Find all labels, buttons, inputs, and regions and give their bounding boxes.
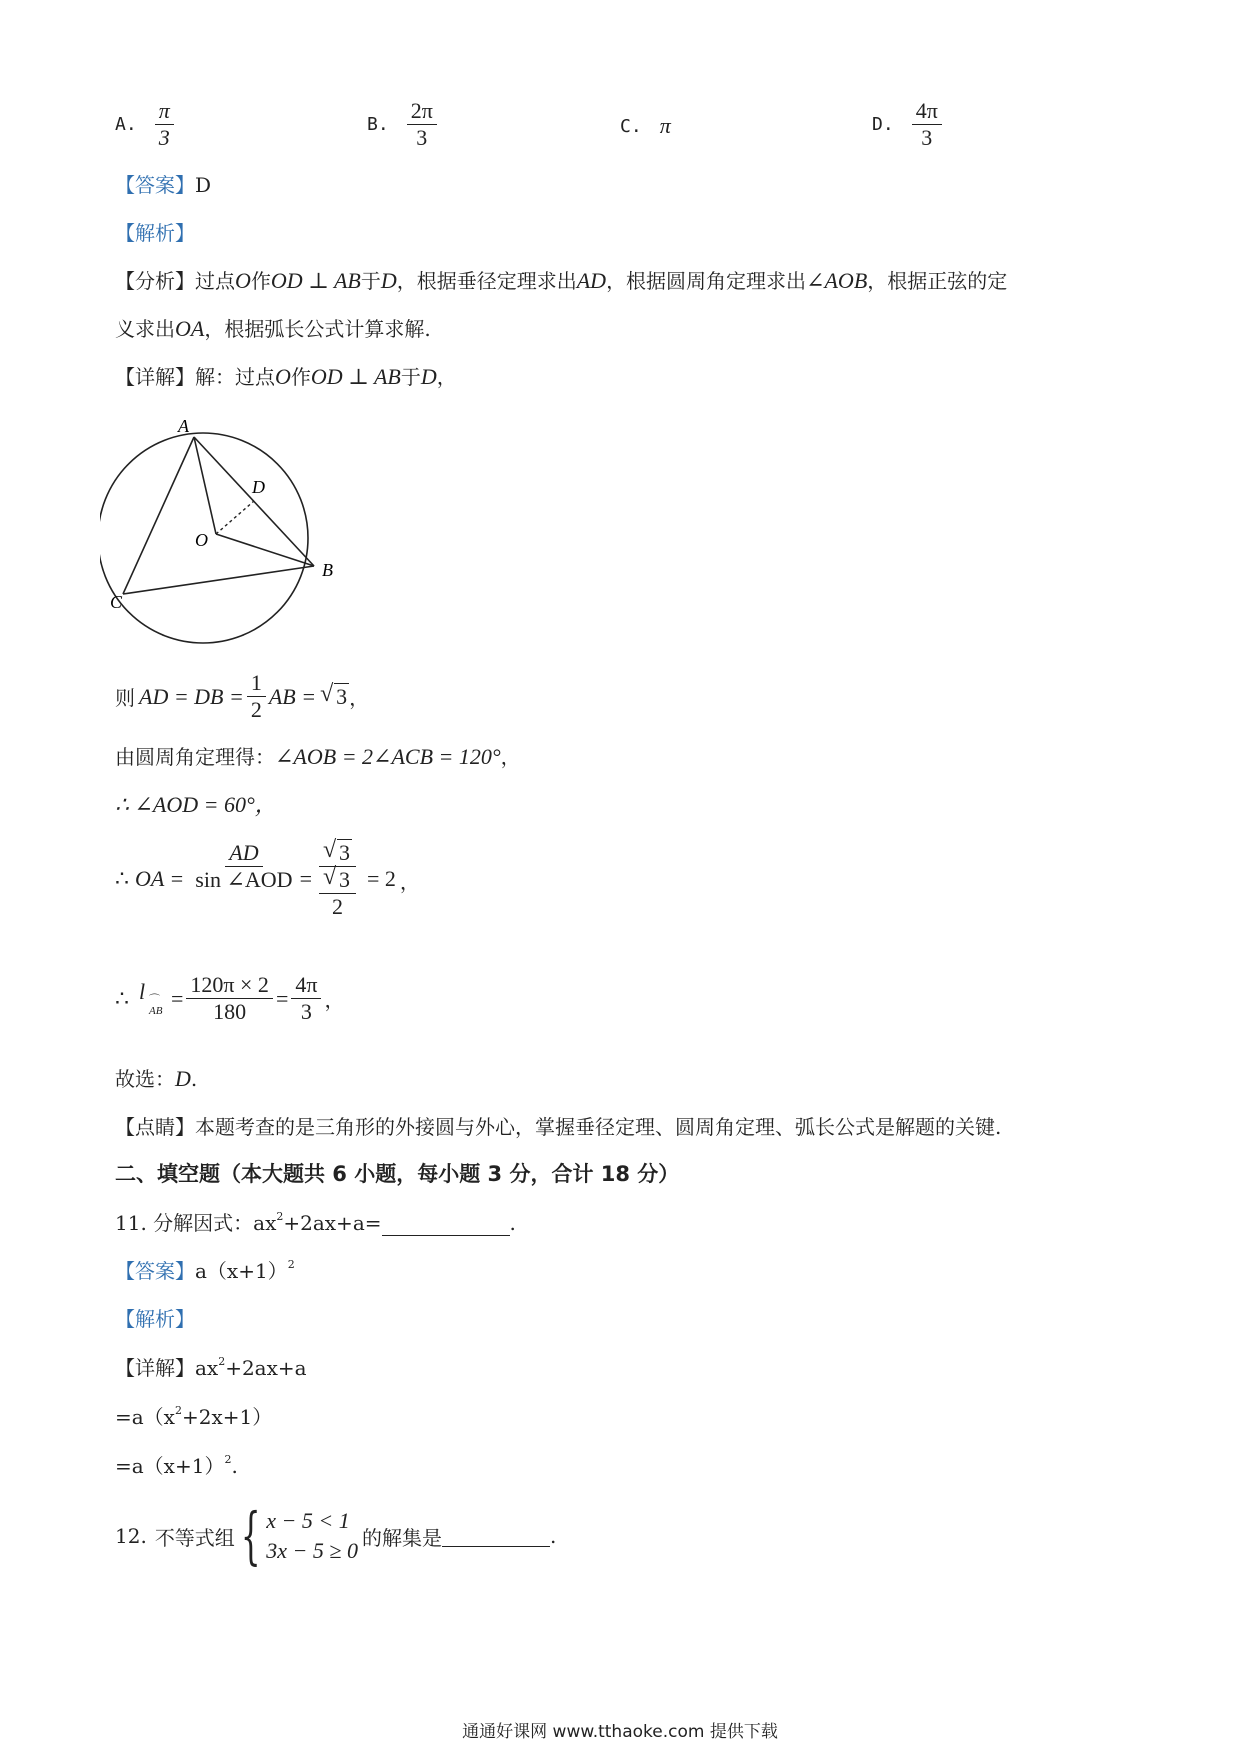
q11-answer: 【答案】$a(x+1)^2$	[115, 1258, 295, 1283]
q10-detail-line: 【详解】解：过点O作OD ⊥ AB于D，	[115, 364, 457, 389]
footer: 通通好课网 www.tthaoke.com 提供下载	[462, 1722, 778, 1742]
option-label: C.	[620, 115, 642, 137]
segment-ac	[123, 437, 194, 594]
q10-answer: 【答案】D	[115, 173, 212, 197]
option-b	[367, 98, 440, 151]
answer-blank	[442, 1526, 550, 1547]
arc-length-symbol: l ⌒ AB	[139, 978, 163, 1017]
inequality-system: x − 5 < 1 3x − 5 ≥ 0	[266, 1508, 358, 1563]
label-o: O	[195, 530, 208, 550]
option-label: D.	[872, 114, 894, 135]
q11-question: 11. 分解因式：$ax^2+2ax+a=$ .	[115, 1210, 516, 1235]
q10-fenxi-line1: 【分析】过点O作OD ⊥ AB于D，根据垂径定理求出AD，根据圆周角定理求出∠AOB，根据正弦的定	[115, 268, 1008, 293]
option-value: π	[659, 113, 671, 138]
label-b: B	[322, 560, 333, 580]
option-c	[620, 113, 671, 139]
segment-od	[216, 501, 254, 534]
label-a: A	[178, 416, 189, 436]
q10-choose: 故选：D.	[115, 1066, 198, 1091]
option-d	[872, 98, 945, 151]
segment-cb	[123, 566, 314, 594]
fraction-arc: $\frac{120\pi \times 2}{180}$	[186, 972, 273, 1025]
segment-oa	[194, 437, 216, 534]
option-a	[115, 98, 177, 151]
option-fraction: $\frac{2\pi}{3}$	[407, 98, 437, 151]
q11-detail-1: 【详解】$ax^2+2ax+a$	[115, 1355, 307, 1380]
option-fraction: $\frac{\pi}{3}$	[155, 98, 174, 151]
brace-icon: {	[240, 1499, 261, 1572]
fraction-4pi-3: $\frac{4\pi}{3}$	[291, 972, 321, 1025]
fraction-half: $\frac{1}{2}$	[247, 670, 266, 723]
fraction-ad-sin: $\frac{AD}{\text{sin ∠AOD}}$	[195, 840, 293, 892]
answer-blank	[382, 1215, 510, 1236]
label-c: C	[110, 592, 123, 612]
label-d: D	[252, 477, 265, 497]
option-fraction: $\frac{4\pi}{3}$	[912, 98, 942, 151]
q10-step2: 由圆周角定理得：∠AOB = 2∠ACB = 120°，	[115, 744, 521, 769]
section2-title: 二、填空题（本大题共 6 小题，每小题 3 分，合计 18 分）	[115, 1162, 680, 1186]
q10-step5: ∴ l ⌒ AB = $\frac{120\pi \times 2}{180}$ = $\frac{4\pi}{3}$ ，	[115, 972, 345, 1024]
option-label: B.	[367, 114, 389, 135]
q10-step1: 则 AD = DB = $\frac{1}{2}$ AB = √ 3 ，	[115, 670, 370, 722]
q10-step3: ∴ ∠AOD = 60°，	[115, 792, 277, 817]
q11-analysis-tag: 【解析】	[115, 1307, 195, 1331]
q10-fenxi-line2: 义求出OA，根据弧长公式计算求解.	[115, 316, 431, 341]
q11-detail-2: $=a(x^2+2x+1)$	[115, 1404, 273, 1429]
sqrt-3: √ 3	[320, 680, 348, 709]
option-label: A.	[115, 114, 137, 135]
fraction-sqrt3-over: √ 3 √ 3 2	[315, 840, 360, 920]
q12-question: 12. 不等式组 { x − 5 < 1 3x − 5 ≥ 0 的解集是 .	[115, 1499, 557, 1572]
q10-analysis-tag: 【解析】	[115, 221, 195, 245]
q11-detail-3: $=a(x+1)^2$.	[115, 1453, 238, 1478]
q10-comment: 【点睛】本题考查的是三角形的外接圆与外心，掌握垂径定理、圆周角定理、弧长公式是解题的关键.	[115, 1115, 1002, 1139]
q10-step4: ∴ OA = $\frac{AD}{\text{sin ∠AOD}}$ = √ 3 √ 3 2 = 2 ，	[115, 837, 420, 919]
circle-diagram	[100, 408, 360, 648]
